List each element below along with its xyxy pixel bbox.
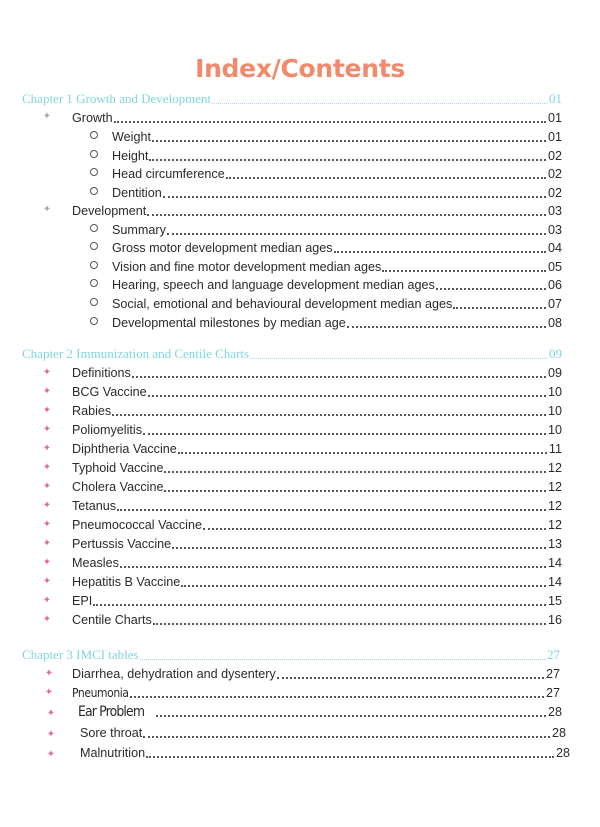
chapter-title: Chapter 3 IMCI tables	[22, 647, 139, 662]
item-label: Cholera Vaccine	[72, 480, 164, 494]
star-bullet-icon: ✦	[42, 386, 52, 397]
item-label: Poliomyelitis	[72, 423, 142, 437]
item-page-number: 10	[547, 423, 562, 437]
dot-leader	[153, 623, 546, 625]
toc-item-pertussis-vaccine[interactable]	[72, 533, 562, 552]
dot-leader	[226, 177, 546, 179]
toc-item-cholera-vaccine[interactable]	[72, 476, 562, 495]
chapter-page-number: 01	[549, 91, 562, 106]
item-label: EPI	[72, 594, 93, 608]
item-label: Tetanus	[72, 499, 117, 513]
item-page-number: 16	[547, 613, 562, 627]
dot-leader	[130, 696, 544, 698]
toc-chapter-3[interactable]	[22, 644, 560, 663]
dot-leader	[172, 547, 546, 549]
item-page-number: 01	[547, 111, 562, 125]
item-label: Hepatitis B Vaccine	[72, 575, 181, 589]
star-bullet-icon: ✦	[42, 424, 52, 435]
item-label: Growth	[72, 111, 113, 125]
item-page-number: 02	[547, 167, 562, 181]
circle-bullet-icon	[90, 131, 98, 139]
toc-item-centile-charts[interactable]	[72, 609, 562, 628]
toc-item-rabies[interactable]	[72, 400, 562, 419]
page-title: Index/Contents	[195, 54, 405, 83]
circle-bullet-icon	[90, 168, 98, 176]
toc-subitem-weight[interactable]	[112, 126, 562, 145]
toc-subitem-head-circumference[interactable]	[112, 163, 562, 182]
toc-chapter-2[interactable]	[22, 343, 562, 362]
dot-leader	[143, 736, 550, 738]
dot-leader	[164, 490, 546, 492]
toc-subitem-summary[interactable]	[112, 219, 562, 238]
star-bullet-icon: ✦	[46, 708, 56, 719]
star-bullet-icon: ✦	[42, 538, 52, 549]
star-bullet-icon: ✦	[42, 204, 52, 215]
toc-subitem-dentition[interactable]	[112, 182, 562, 201]
item-page-number: 28	[547, 705, 562, 719]
toc-item-ear-problem[interactable]	[78, 701, 562, 720]
item-page-number: 10	[547, 404, 562, 418]
item-label: Gross motor development median ages	[112, 241, 333, 255]
toc-subitem-vision-fine-motor[interactable]	[112, 256, 562, 275]
star-bullet-icon: ✦	[42, 443, 52, 454]
dot-leader	[203, 528, 546, 530]
toc-item-development[interactable]	[72, 200, 562, 219]
item-label: Diarrhea, dehydration and dysentery	[72, 667, 276, 681]
toc-item-epi[interactable]	[72, 590, 562, 609]
chapter-title: Chapter 2 Immunization and Centile Charts	[22, 346, 250, 361]
dot-leader	[163, 196, 546, 198]
dot-leader	[334, 251, 546, 253]
item-page-number: 01	[547, 130, 562, 144]
dot-leader	[347, 326, 546, 328]
circle-bullet-icon	[90, 261, 98, 269]
item-label: Measles	[72, 556, 119, 570]
toc-subitem-gross-motor[interactable]	[112, 237, 562, 256]
circle-bullet-icon	[90, 224, 98, 232]
item-page-number: 11	[548, 442, 562, 456]
item-label: Rabies	[72, 404, 112, 418]
toc-item-typhoid-vaccine[interactable]	[72, 457, 562, 476]
dot-leader	[140, 659, 545, 660]
toc-item-definitions[interactable]	[72, 362, 562, 381]
item-page-number: 27	[545, 686, 560, 700]
item-label: Diphtheria Vaccine	[72, 442, 177, 456]
toc-item-measles[interactable]	[72, 552, 562, 571]
item-label: Vision and fine motor development median ages	[112, 260, 382, 274]
item-page-number: 12	[547, 480, 562, 494]
item-label: Head circumference	[112, 167, 225, 181]
circle-bullet-icon	[90, 317, 98, 325]
item-label: BCG Vaccine	[72, 385, 147, 399]
item-page-number: 15	[547, 594, 562, 608]
item-page-number: 02	[547, 149, 562, 163]
circle-bullet-icon	[90, 150, 98, 158]
chapter-title: Chapter 1 Growth and Development	[22, 91, 212, 106]
item-page-number: 28	[551, 726, 566, 740]
dot-leader	[178, 452, 547, 454]
item-label: Pertussis Vaccine	[72, 537, 172, 551]
toc-item-diarrhea[interactable]	[72, 663, 560, 682]
item-page-number: 12	[547, 518, 562, 532]
toc-chapter-1[interactable]	[22, 88, 562, 107]
item-label: Hearing, speech and language development median ages	[112, 278, 435, 292]
star-bullet-icon: ✦	[42, 405, 52, 416]
dot-leader	[277, 677, 544, 679]
dot-leader	[146, 756, 554, 758]
dot-leader	[117, 509, 546, 511]
star-bullet-icon: ✦	[44, 687, 54, 698]
dot-leader	[149, 159, 546, 161]
star-bullet-icon: ✦	[42, 576, 52, 587]
star-bullet-icon: ✦	[42, 367, 52, 378]
item-page-number: 04	[547, 241, 562, 255]
item-page-number: 09	[547, 366, 562, 380]
item-label: Typhoid Vaccine	[72, 461, 164, 475]
dot-leader	[167, 233, 546, 235]
toc-item-bcg-vaccine[interactable]	[72, 381, 562, 400]
dot-leader	[143, 433, 546, 435]
item-page-number: 28	[555, 746, 570, 760]
item-label: Developmental milestones by median age	[112, 316, 346, 330]
toc-item-poliomyelitis[interactable]	[72, 419, 562, 438]
dot-leader	[132, 376, 546, 378]
toc-item-pneumonia[interactable]	[72, 682, 560, 701]
dot-leader	[148, 395, 546, 397]
star-bullet-icon: ✦	[42, 500, 52, 511]
dot-leader	[164, 471, 546, 473]
item-page-number: 14	[547, 575, 562, 589]
star-bullet-icon: ✦	[42, 519, 52, 530]
item-label: Ear Problem	[78, 704, 145, 720]
dot-leader	[156, 715, 546, 717]
toc-item-growth[interactable]	[72, 107, 562, 126]
toc-subitem-hearing-speech[interactable]	[112, 274, 562, 293]
toc-subitem-social-emotional[interactable]	[112, 293, 562, 312]
dot-leader	[436, 288, 546, 290]
star-bullet-icon: ✦	[42, 614, 52, 625]
toc-subitem-milestones[interactable]	[112, 312, 562, 331]
item-label: Pneumococcal Vaccine	[72, 518, 202, 532]
dot-leader	[112, 414, 546, 416]
item-page-number: 02	[547, 186, 562, 200]
item-page-number: 03	[547, 204, 562, 218]
item-label: Sore throat	[80, 726, 143, 740]
star-bullet-icon: ✦	[42, 462, 52, 473]
star-bullet-icon: ✦	[46, 729, 56, 740]
dot-leader	[93, 604, 546, 606]
item-label: Pneumonia	[72, 686, 129, 700]
chapter-page-number: 27	[547, 647, 560, 662]
toc-subitem-height[interactable]	[112, 145, 562, 164]
item-label: Social, emotional and behavioural development median ages	[112, 297, 453, 311]
star-bullet-icon: ✦	[44, 668, 54, 679]
item-page-number: 03	[547, 223, 562, 237]
toc-item-tetanus[interactable]	[72, 495, 562, 514]
item-page-number: 06	[547, 278, 562, 292]
item-page-number: 27	[545, 667, 560, 681]
circle-bullet-icon	[90, 187, 98, 195]
item-label: Malnutrition	[80, 746, 146, 760]
dot-leader	[382, 270, 546, 272]
item-label: Centile Charts	[72, 613, 152, 627]
star-bullet-icon: ✦	[42, 557, 52, 568]
dot-leader	[453, 307, 546, 309]
item-label: Definitions	[72, 366, 131, 380]
toc-item-diphtheria-vaccine[interactable]	[72, 438, 562, 457]
dot-leader	[181, 585, 546, 587]
item-page-number: 07	[547, 297, 562, 311]
circle-bullet-icon	[90, 279, 98, 287]
toc-item-sore-throat[interactable]	[80, 722, 566, 741]
star-bullet-icon: ✦	[42, 481, 52, 492]
dot-leader	[152, 140, 546, 142]
item-page-number: 08	[547, 316, 562, 330]
dot-leader	[250, 358, 547, 359]
toc-item-pneumococcal-vaccine[interactable]	[72, 514, 562, 533]
item-label: Height	[112, 149, 149, 163]
item-label: Weight	[112, 130, 151, 144]
dot-leader	[212, 103, 547, 104]
toc-item-malnutrition[interactable]	[80, 742, 570, 761]
item-page-number: 12	[547, 499, 562, 513]
item-label: Development	[72, 204, 147, 218]
item-page-number: 14	[547, 556, 562, 570]
star-bullet-icon: ✦	[46, 749, 56, 760]
chapter-page-number: 09	[549, 346, 562, 361]
toc-item-hepatitis-b-vaccine[interactable]	[72, 571, 562, 590]
item-page-number: 10	[547, 385, 562, 399]
circle-bullet-icon	[90, 298, 98, 306]
star-bullet-icon: ✦	[42, 111, 52, 122]
circle-bullet-icon	[90, 242, 98, 250]
dot-leader	[147, 214, 546, 216]
item-label: Dentition	[112, 186, 162, 200]
item-page-number: 05	[547, 260, 562, 274]
item-page-number: 13	[547, 537, 562, 551]
dot-leader	[114, 121, 546, 123]
star-bullet-icon: ✦	[42, 595, 52, 606]
item-page-number: 12	[547, 461, 562, 475]
item-label: Summary	[112, 223, 166, 237]
dot-leader	[120, 566, 546, 568]
